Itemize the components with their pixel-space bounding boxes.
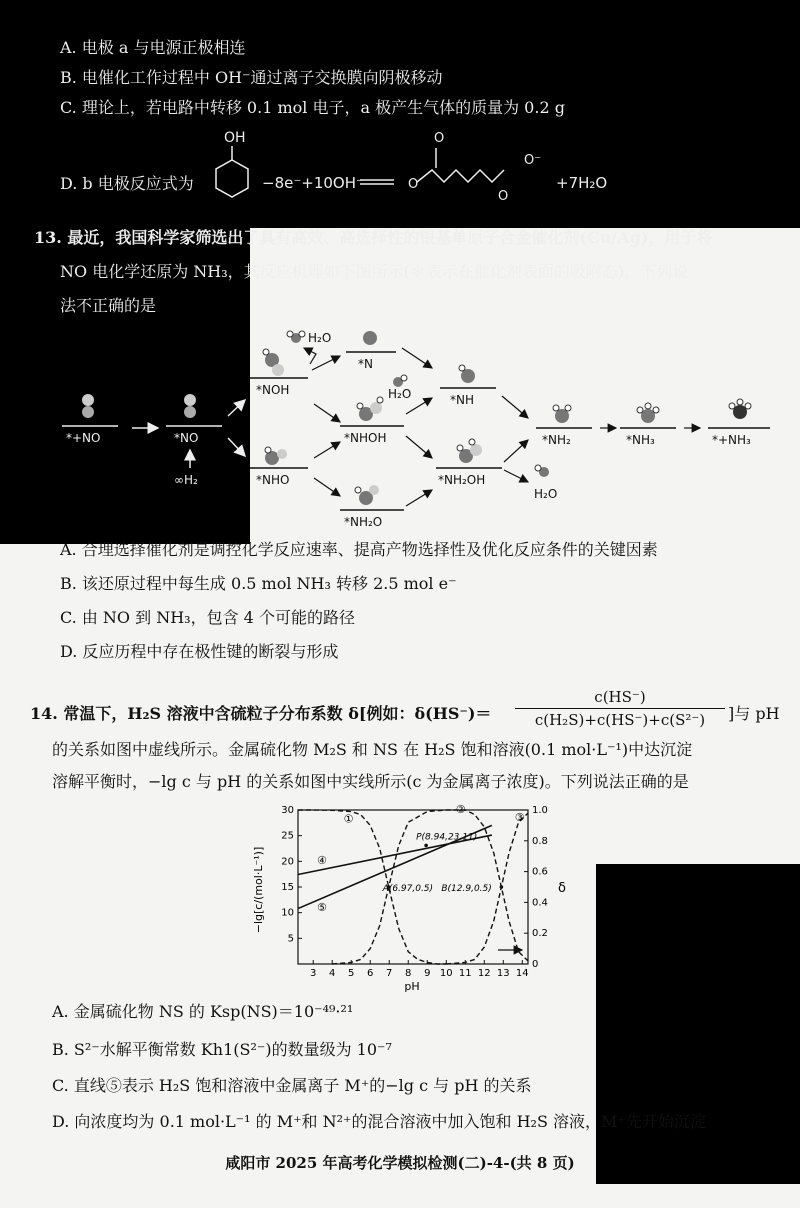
q12-d-suffix: +7H₂O (556, 174, 608, 192)
x-axis-label: pH (404, 980, 420, 992)
y-tick-label-left: 10 (281, 907, 294, 919)
fraction (515, 688, 725, 729)
point-label: A(6.97,0.5) (382, 884, 434, 894)
q12-option-c: C. 理论上，若电路中转移 0.1 mol 电子，a 极产生气体的质量为 0.2 g (60, 98, 565, 117)
species-no: *NO (174, 431, 199, 445)
x-tick-label: 11 (458, 968, 472, 979)
x-tick-label: 8 (405, 968, 412, 979)
q13-option-d: D. 反应历程中存在极性键的断裂与形成 (60, 642, 339, 661)
species-nh2oh: *NH₂OH (438, 473, 486, 487)
x-tick-label: 6 (367, 968, 374, 979)
cyclohexanol-ring (216, 160, 248, 197)
x-tick-label: 9 (424, 968, 431, 979)
q13-stem-1 (34, 228, 712, 248)
marked-point (424, 844, 428, 848)
series-label: ④ (317, 853, 327, 867)
species-nh2: *NH₂ (542, 433, 571, 447)
species-nho: *NHO (256, 473, 290, 487)
q14-stem-1b: ]与 pH (728, 704, 780, 723)
q12-option-b: B. 电催化工作过程中 OH⁻通过离子交换膜向阴极移动 (60, 68, 443, 87)
species-nh3: *NH₃ (626, 433, 655, 447)
x-tick-label: 12 (477, 968, 491, 979)
y-tick-label-left: 15 (281, 882, 294, 893)
series-label: ① (343, 812, 354, 826)
series-label: ⑤ (317, 901, 327, 915)
q13-option-a: A. 合理选择催化剂是调控化学反应速率、提高产物选择性及优化反应条件的关键因素 (60, 540, 658, 559)
svg-text:O⁻: O⁻ (524, 153, 542, 168)
q14-option-b: B. S²⁻水解平衡常数 Kh1(S²⁻)的数量级为 10⁻⁷ (52, 1040, 392, 1059)
x-tick-label: 3 (310, 968, 317, 979)
q12-option-d-prefix: D. b 电极反应式为 (60, 174, 194, 193)
point-label: P(8.94,23.11) (416, 832, 478, 843)
x-tick-label: 5 (348, 968, 355, 979)
h2-label: ∞H₂ (174, 473, 198, 487)
oh-label: OH (224, 130, 246, 146)
q13-stem-1-text: 13. 最近，我国科学家筛选出了具有高效、高选择性的银基单原子合金催化剂(Cu/Ag)，用于将 (34, 228, 713, 247)
y-axis-label-right: δ (558, 881, 566, 896)
q12-option-a: A. 电极 a 与电源正极相连 (60, 38, 246, 57)
y-tick-label-left: 25 (281, 830, 294, 842)
species-nh3-end: *+NH₃ (712, 433, 751, 447)
x-tick-label: 10 (439, 968, 453, 979)
q12-equation-structures (212, 122, 632, 212)
species-no-start: *+NO (66, 431, 101, 445)
q13-stem-3: 法不正确的是 (60, 296, 157, 315)
h2o-label-3: H₂O (534, 487, 558, 501)
y-tick-label-right: 1.0 (532, 805, 548, 816)
y-axis-label-left: −lg[c/(mol·L⁻¹)] (252, 846, 265, 934)
q14-stem-3: 溶解平衡时，−lg c 与 pH 的关系如图中实线所示(c 为金属离子浓度)。下列说法正确的是 (52, 772, 689, 791)
y-tick-label-left: 5 (287, 933, 294, 945)
series-label: ③ (514, 810, 525, 824)
point-label: B(12.9,0.5) (441, 884, 492, 894)
species-nh2o: *NH₂O (344, 515, 383, 529)
x-tick-label: 4 (329, 968, 336, 979)
y-tick-label-right: 0.6 (532, 866, 548, 878)
q13-option-c: C. 由 NO 到 NH₃，包含 4 个可能的路径 (60, 608, 355, 627)
y-tick-label-right: 0.8 (532, 835, 548, 847)
species-noh: *NOH (256, 383, 290, 397)
q13-stem-2 (60, 262, 688, 282)
species-nhoh: *NHOH (344, 431, 387, 445)
x-tick-label: 7 (386, 968, 393, 979)
y-tick-label-left: 20 (281, 856, 294, 868)
svg-text:O: O (408, 177, 419, 192)
y-tick-label-right: 0.2 (532, 928, 548, 940)
q14-stem-2: 的关系如图中虚线所示。金属硫化物 M₂S 和 NS 在 H₂S 饱和溶液(0.1 mol·L⁻¹)中达沉淀 (52, 740, 693, 759)
x-tick-label: 14 (515, 968, 529, 979)
redaction-bottom-right (596, 864, 800, 1184)
q14-option-a: A. 金属硫化物 NS 的 Ksp(NS)＝10⁻⁴⁹·²¹ (52, 1002, 354, 1021)
q13-option-b: B. 该还原过程中每生成 0.5 mol NH₃ 转移 2.5 mol e⁻ (60, 574, 457, 593)
fraction-denominator: c(H₂S)+c(HS⁻)+c(S²⁻) (534, 711, 706, 729)
q13-stem-2-text: NO 电化学还原为 NH₃，其反应机理如下图所示(＊表示在催化剂表面的吸附态)，下列说 (60, 262, 689, 281)
series-label: ② (455, 803, 466, 817)
y-tick-label-left: 30 (281, 805, 294, 816)
q14-stem-1a: 14. 常温下，H₂S 溶液中含硫粒子分布系数 δ[例如：δ(HS⁻)＝ (30, 704, 492, 723)
page-footer: 咸阳市 2025 年高考化学模拟检测(二)-4-(共 8 页) (225, 1154, 575, 1172)
h2o-label-1: H₂O (308, 331, 332, 345)
x-tick-label: 13 (496, 968, 510, 979)
marked-point (500, 885, 504, 889)
adipate-chain (417, 170, 504, 182)
q14-option-c: C. 直线⑤表示 H₂S 饱和溶液中金属离子 M⁺的−lg c 与 pH 的关系 (52, 1076, 532, 1095)
reaction-mechanism-diagram (40, 318, 800, 548)
y-tick-label-right: 0.4 (532, 897, 548, 909)
q12-d-mid: −8e⁻+10OH⁻ (262, 174, 364, 192)
y-tick-label-right: 0 (532, 959, 539, 970)
h2s-distribution-chart (250, 800, 570, 992)
fraction-numerator: c(HS⁻) (515, 688, 725, 709)
svg-text:O: O (498, 189, 509, 204)
q14-option-d: D. 向浓度均为 0.1 mol·L⁻¹ 的 M⁺和 N²⁺的混合溶液中加入饱和 H₂S 溶液，M⁺先开始沉淀 (52, 1112, 706, 1131)
h2o-label-2: H₂O (388, 387, 412, 401)
species-n: *N (358, 357, 373, 371)
species-nh: *NH (450, 393, 474, 407)
svg-text:O: O (434, 131, 445, 146)
